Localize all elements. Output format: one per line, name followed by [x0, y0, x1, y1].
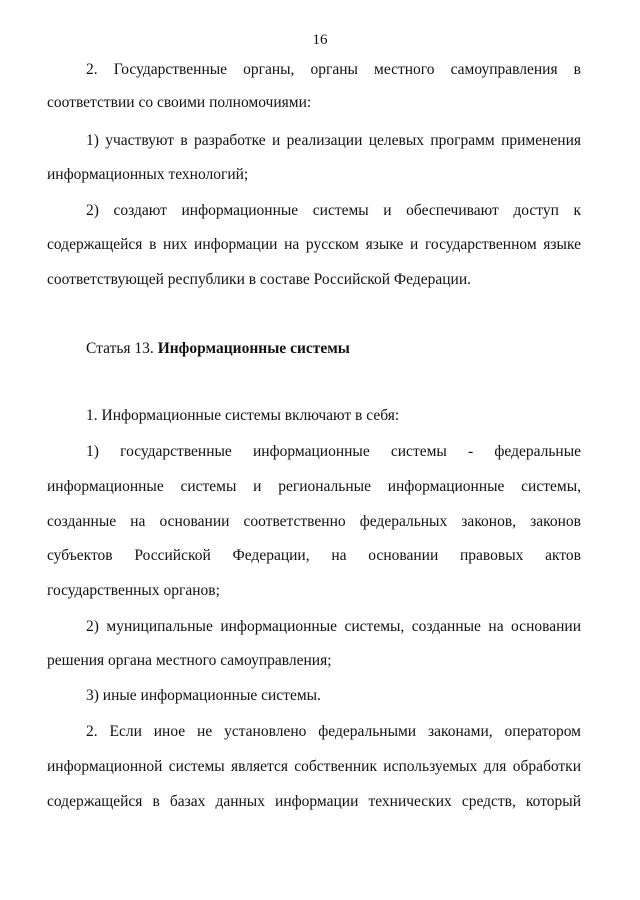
- text-line: соответствующей республики в составе Российской Федерации.: [47, 271, 471, 288]
- text-line: соответствии со своими полномочиями:: [47, 94, 312, 111]
- text-line: содержащейся в базах данных информации технических средств, который: [47, 793, 581, 810]
- text-line: содержащейся в них информации на русском языке и государственном языке: [47, 236, 581, 253]
- article-title: Информационные системы: [157, 340, 350, 357]
- text-line: 1) государственные информационные системы - федеральные: [86, 443, 581, 460]
- article-prefix: Статья 13.: [86, 340, 154, 357]
- text-line: 2. Если иное не установлено федеральными законами, оператором: [86, 723, 581, 740]
- text-line: субъектов Российской Федерации, на основании правовых актов: [47, 547, 581, 564]
- text-line: 2) муниципальные информационные системы, созданные на основании: [86, 618, 581, 635]
- text-line: информационной системы является собственник используемых для обработки: [47, 758, 581, 775]
- text-line: 2) создают информационные системы и обеспечивают доступ к: [86, 202, 581, 219]
- text-line: решения органа местного самоуправления;: [47, 652, 332, 669]
- text-line: 2. Государственные органы, органы местного самоуправления в: [86, 61, 581, 78]
- text-line: государственных органов;: [47, 582, 220, 599]
- page-number: 16: [312, 32, 328, 48]
- text-line: 1. Информационные системы включают в себя:: [86, 407, 400, 424]
- text-line: 1) участвуют в разработке и реализации целевых программ применения: [86, 132, 581, 149]
- text-line: информационных технологий;: [47, 166, 249, 183]
- text-line: 3) иные информационные системы.: [86, 687, 321, 704]
- text-line: созданные на основании соответственно федеральных законов, законов: [47, 513, 581, 530]
- text-line: информационные системы и региональные информационные системы,: [47, 478, 581, 495]
- article-heading: [86, 339, 581, 359]
